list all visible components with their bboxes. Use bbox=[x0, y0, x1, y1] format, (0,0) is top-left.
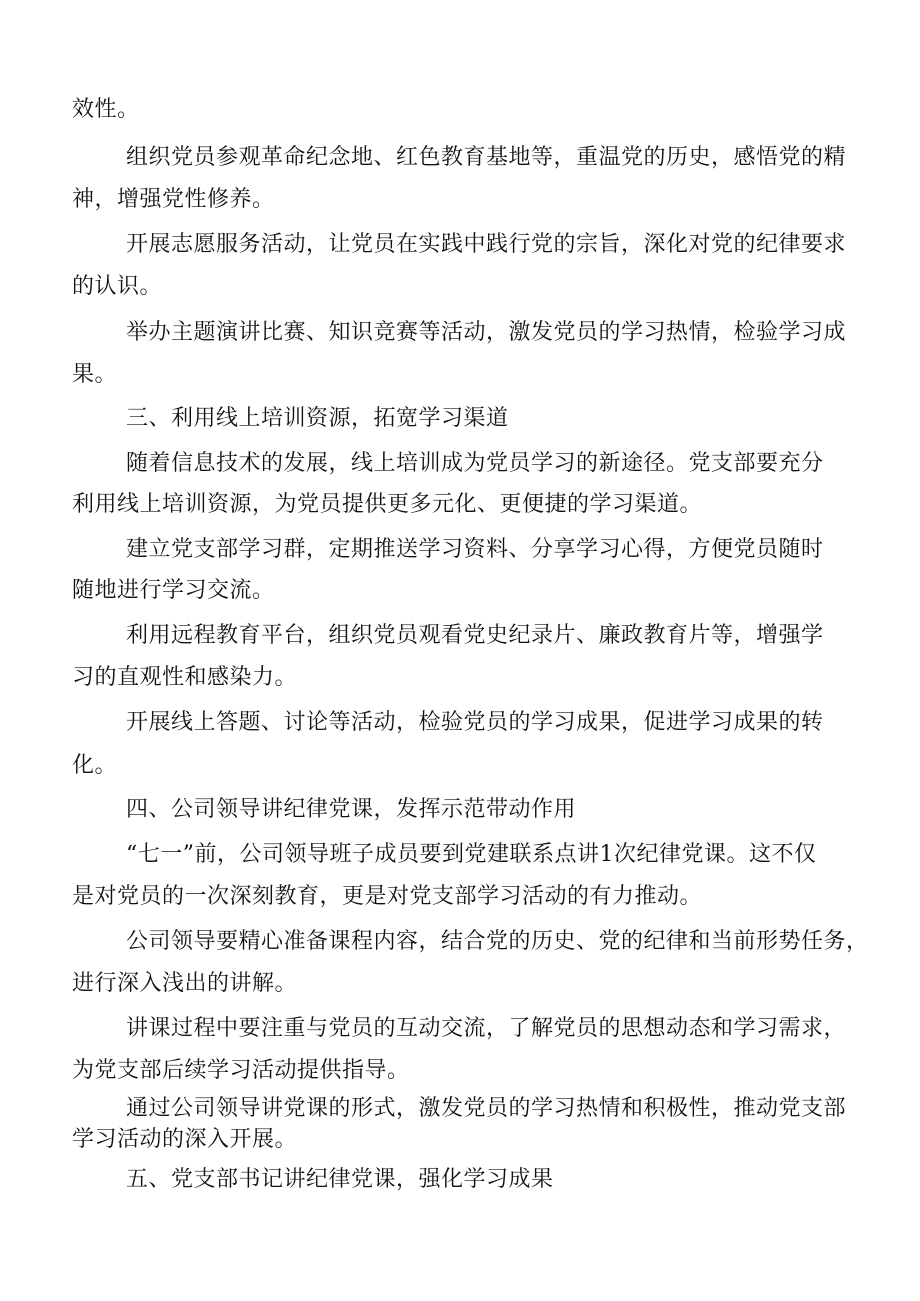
text-line: 习的直观性和感染力。 bbox=[72, 665, 298, 690]
text-line: 神，增强党性修养。 bbox=[72, 187, 275, 212]
paragraph-line: 建立党支部学习群，定期推送学习资料、分享学习心得，方便党员随时 bbox=[126, 537, 824, 562]
paragraph-line: “七一”前，公司领导班子成员要到党建联系点讲1次纪律党课。这不仅 bbox=[126, 842, 817, 867]
text-line: 进行深入浅出的讲解。 bbox=[72, 971, 298, 996]
text-line: 化。 bbox=[72, 753, 118, 778]
paragraph-line: 通过公司领导讲党课的形式，激发党员的学习热情和积极性，推动党支部 bbox=[126, 1096, 847, 1121]
paragraph-line: 随着信息技术的发展，线上培训成为党员学习的新途径。党支部要充分 bbox=[126, 451, 824, 476]
section-heading: 三、利用线上培训资源，拓宽学习渠道 bbox=[126, 406, 509, 431]
text-line: 随地进行学习交流。 bbox=[72, 578, 275, 603]
section-heading: 五、党支部书记讲纪律党课，强化学习成果 bbox=[126, 1167, 554, 1192]
section-heading: 四、公司领导讲纪律党课，发挥示范带动作用 bbox=[126, 797, 577, 822]
text-line: 效性。 bbox=[72, 97, 140, 122]
paragraph-line: 公司领导要精心准备课程内容，结合党的历史、党的纪律和当前形势任务， bbox=[126, 929, 869, 954]
paragraph-line: 开展线上答题、讨论等活动，检验党员的学习成果，促进学习成果的转 bbox=[126, 710, 824, 735]
paragraph-line: 开展志愿服务活动，让党员在实践中践行党的宗旨，深化对党的纪律要求 bbox=[126, 232, 847, 257]
text-line: 的认识。 bbox=[72, 274, 163, 299]
paragraph-line: 组织党员参观革命纪念地、红色教育基地等，重温党的历史，感悟党的精 bbox=[126, 145, 847, 170]
paragraph-line: 利用远程教育平台，组织党员观看党史纪录片、廉政教育片等，增强学 bbox=[126, 623, 824, 648]
text-line: 为党支部后续学习活动提供指导。 bbox=[72, 1058, 410, 1083]
text-line: 是对党员的一次深刻教育，更是对党支部学习活动的有力推动。 bbox=[72, 884, 703, 909]
text-line: 果。 bbox=[72, 362, 118, 387]
paragraph-line: 讲课过程中要注重与党员的互动交流，了解党员的思想动态和学习需求， bbox=[126, 1016, 847, 1041]
paragraph-line: 举办主题演讲比赛、知识竞赛等活动，激发党员的学习热情，检验学习成 bbox=[126, 320, 847, 345]
text-line: 学习活动的深入开展。 bbox=[72, 1127, 298, 1152]
text-line: 利用线上培训资源，为党员提供更多元化、更便捷的学习渠道。 bbox=[72, 492, 703, 517]
